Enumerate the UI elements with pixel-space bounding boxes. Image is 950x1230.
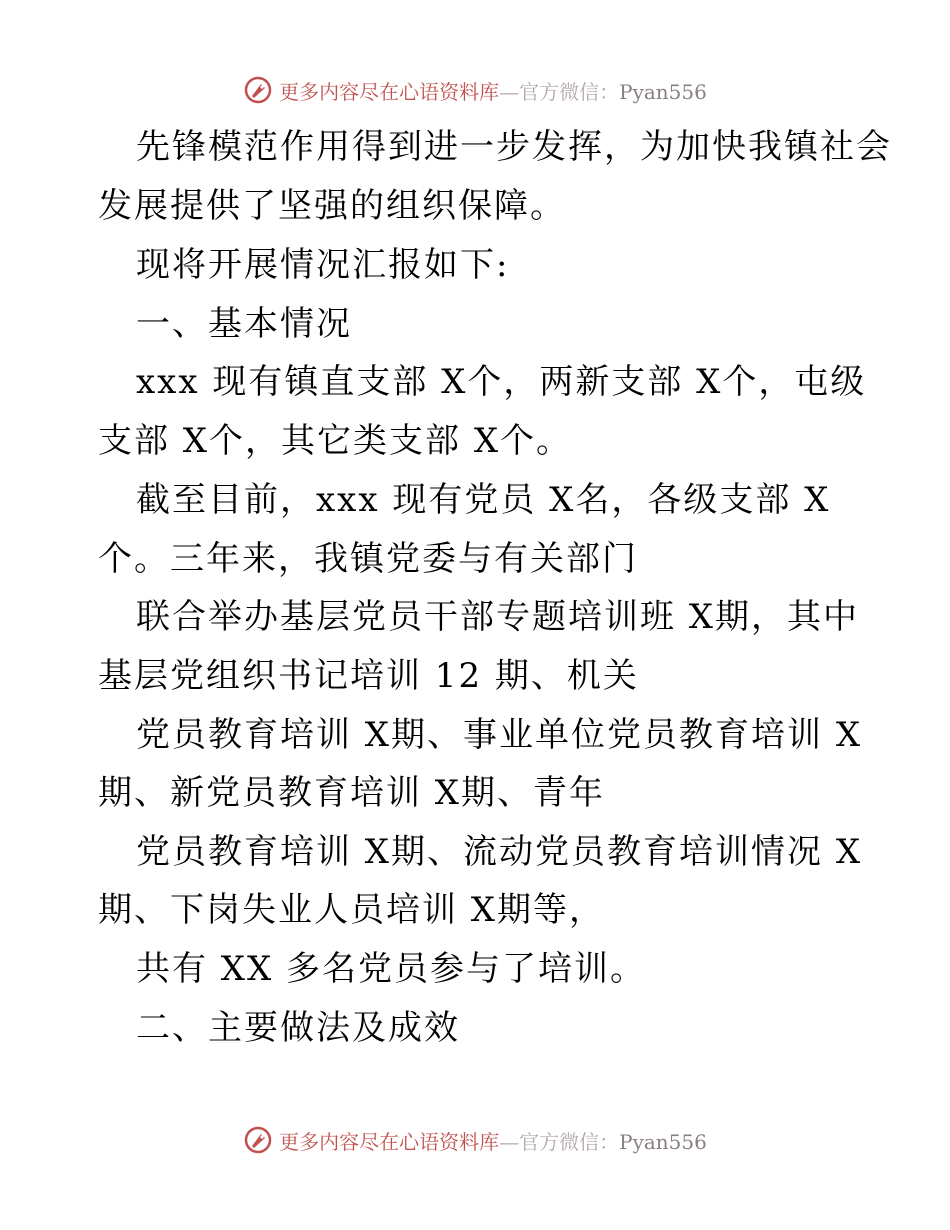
watermark-text-main: 更多内容尽在心语资料库	[279, 79, 500, 104]
section-heading: 一、基本情况	[136, 304, 352, 344]
paragraph-line: 共有 XX 多名党员参与了培训。	[136, 949, 647, 989]
paragraph-line: 发展提供了坚强的组织保障。	[98, 186, 566, 226]
watermark-text-wechat-label: —官方微信：	[499, 79, 620, 104]
paragraph-line: 党员教育培训 X期、事业单位党员教育培训 X	[136, 715, 863, 755]
watermark-text-wechat-id: Pyan556	[619, 79, 707, 104]
paragraph-line: 党员教育培训 X期、流动党员教育培训情况 X	[136, 832, 863, 872]
paragraph-line: 期、下岗失业人员培训 X期等，	[98, 890, 606, 930]
paragraph-line: 先锋模范作用得到进一步发挥，为加快我镇社会	[136, 127, 892, 167]
paragraph-line: 现将开展情况汇报如下:	[136, 245, 510, 285]
footer-watermark	[0, 1122, 950, 1158]
section-heading: 二、主要做法及成效	[136, 1008, 460, 1048]
paragraph-line: xxx 现有镇直支部 X个，两新支部 X个，屯级	[136, 362, 867, 402]
watermark-text-wechat-label: —官方微信：	[499, 1129, 620, 1154]
watermark-text-main: 更多内容尽在心语资料库	[279, 1129, 500, 1154]
pen-nib-logo-icon	[243, 1125, 273, 1155]
header-watermark	[0, 72, 950, 108]
paragraph-line: 截至目前，xxx 现有党员 X名，各级支部 X	[136, 480, 831, 520]
paragraph-line: 个。三年来，我镇党委与有关部门	[98, 539, 638, 579]
watermark-text-wechat-id: Pyan556	[619, 1129, 707, 1154]
paragraph-line: 联合举办基层党员干部专题培训班 X期，其中	[136, 597, 860, 637]
pen-nib-logo-icon	[243, 75, 273, 105]
paragraph-line: 基层党组织书记培训 12 期、机关	[98, 656, 639, 696]
paragraph-line: 支部 X个，其它类支部 X个。	[98, 421, 573, 461]
paragraph-line: 期、新党员教育培训 X期、青年	[98, 773, 606, 813]
